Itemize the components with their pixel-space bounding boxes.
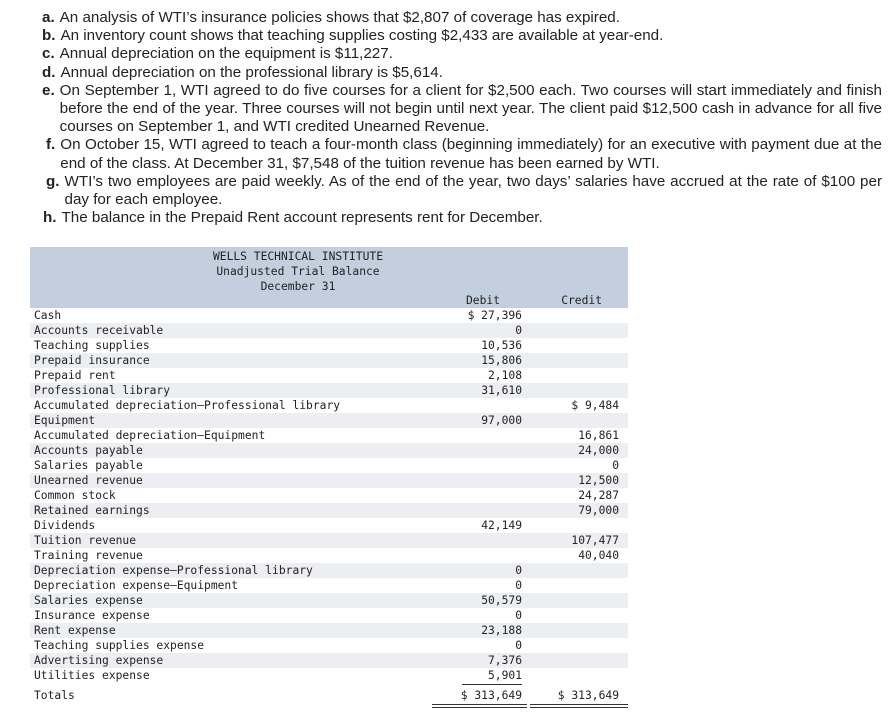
table-row (30, 668, 628, 683)
table-row (30, 338, 628, 353)
credit-amount: 79,000 (578, 504, 619, 517)
account-name: Prepaid insurance (34, 354, 150, 367)
credit-column-header: Credit (561, 294, 602, 307)
problem-item (46, 136, 882, 172)
debit-amount: 50,579 (481, 594, 522, 607)
account-name: Depreciation expense—Professional library (34, 564, 313, 577)
credit-total-double-rule (530, 704, 628, 708)
total-credit: $ 313,649 (557, 689, 619, 702)
table-row (30, 518, 628, 533)
account-name: Salaries expense (34, 594, 143, 607)
table-row (30, 608, 628, 623)
item-text: The balance in the Prepaid Rent account represents rent for December. (61, 209, 543, 227)
debit-amount: 2,108 (487, 369, 522, 382)
table-row (30, 308, 628, 323)
statement-date: December 31 (260, 280, 336, 293)
debit-amount: 0 (515, 324, 522, 337)
account-name: Equipment (34, 414, 96, 427)
item-text: WTI’s two employees are paid weekly. As of the end of the year, two days’ salaries have accrued at the rate of $100 per day for each employee. (64, 172, 882, 209)
credit-amount: 24,287 (578, 489, 619, 502)
account-name: Training revenue (34, 549, 143, 562)
table-row (30, 488, 628, 503)
problem-item (46, 173, 882, 209)
account-name: Professional library (34, 384, 171, 397)
trial-balance-header (30, 247, 628, 308)
debit-amount: 0 (515, 609, 522, 622)
problem-item (42, 9, 882, 27)
account-name: Tuition revenue (34, 534, 137, 547)
item-text: An analysis of WTI’s insurance policies shows that $2,807 of coverage has expired. (59, 9, 620, 26)
table-row (30, 398, 628, 413)
table-row (30, 578, 628, 593)
debit-amount: 0 (515, 639, 522, 652)
account-name: Prepaid rent (34, 369, 116, 382)
account-name: Dividends (34, 519, 96, 532)
debit-amount: 7,376 (487, 654, 522, 667)
problem-items (42, 9, 882, 227)
debit-amount: 10,536 (481, 339, 522, 352)
table-row (30, 548, 628, 563)
account-name: Accumulated depreciation—Equipment (34, 429, 266, 442)
credit-amount: 40,040 (578, 549, 619, 562)
table-row (30, 533, 628, 548)
total-debit: $ 313,649 (460, 689, 522, 702)
account-name: Utilities expense (34, 669, 150, 682)
account-name: Accumulated depreciation—Professional library (34, 399, 341, 412)
account-name: Advertising expense (34, 654, 164, 667)
table-row (30, 413, 628, 428)
credit-amount: 16,861 (578, 429, 619, 442)
debit-amount: 31,610 (481, 384, 522, 397)
item-text: On October 15, WTI agreed to teach a four-month class (beginning immediately) for an executive with payment due at the end of the class. At December 31, $7,548 of the tuition revenue has been earned by WTI. (60, 136, 882, 172)
item-text: An inventory count shows that teaching supplies costing $2,433 are available at year-end. (60, 27, 664, 45)
table-row (30, 623, 628, 638)
account-name: Retained earnings (34, 504, 150, 517)
problem-item (43, 209, 882, 227)
debit-amount: 0 (515, 564, 522, 577)
problem-item (42, 82, 882, 137)
table-row (30, 428, 628, 443)
item-label: f. (46, 136, 56, 154)
account-name: Teaching supplies (34, 339, 150, 352)
account-name: Teaching supplies expense (34, 639, 205, 652)
debit-amount: 23,188 (481, 624, 522, 637)
debit-amount: 0 (515, 579, 522, 592)
table-row (30, 443, 628, 458)
table-row (30, 473, 628, 488)
account-name: Depreciation expense—Equipment (34, 579, 239, 592)
item-label: e. (42, 81, 55, 99)
item-label: d. (42, 63, 56, 81)
account-name: Accounts receivable (34, 324, 164, 337)
statement-title: Unadjusted Trial Balance (216, 265, 380, 278)
table-row (30, 383, 628, 398)
debit-column-header: Debit (465, 294, 500, 307)
debit-total-double-rule (432, 704, 527, 708)
problem-item (42, 27, 882, 45)
debit-amount: 5,901 (487, 669, 522, 682)
credit-amount: 107,477 (571, 534, 619, 547)
account-name: Rent expense (34, 624, 116, 637)
table-row (30, 368, 628, 383)
table-row (30, 458, 628, 473)
account-name: Cash (34, 309, 62, 322)
account-name: Unearned revenue (34, 474, 143, 487)
credit-amount: 24,000 (578, 444, 619, 457)
account-name: Insurance expense (34, 609, 150, 622)
table-row (30, 638, 628, 653)
totals-row (30, 688, 628, 703)
item-label: a. (42, 9, 55, 26)
credit-amount: 0 (612, 459, 619, 472)
debit-amount: 42,149 (481, 519, 522, 532)
totals-label: Totals (34, 689, 75, 702)
item-label: h. (43, 209, 57, 227)
item-text: Annual depreciation on the equipment is $11,227. (59, 45, 393, 63)
table-row (30, 323, 628, 338)
table-row (30, 593, 628, 608)
table-row (30, 503, 628, 518)
table-row (30, 563, 628, 578)
problem-item (42, 45, 882, 63)
item-text: Annual depreciation on the professional library is $5,614. (60, 63, 443, 81)
table-row (30, 353, 628, 368)
table-row (30, 653, 628, 668)
item-label: c. (42, 45, 55, 63)
credit-amount: 12,500 (578, 474, 619, 487)
subtotal-rule (462, 684, 522, 685)
account-name: Salaries payable (34, 459, 143, 472)
problem-item (42, 64, 882, 82)
item-text: On September 1, WTI agreed to do five courses for a client for $2,500 each. Two courses will start immediately and finish before the end of the year. Three courses will not begin until next year. The client paid $12,500 cash in advance for all five courses on September 1, and WTI credited Unearned Revenue. (59, 81, 882, 136)
debit-amount: $ 27,396 (467, 309, 522, 322)
debit-amount: 15,806 (481, 354, 522, 367)
credit-amount: $ 9,484 (571, 399, 619, 412)
account-name: Common stock (34, 489, 116, 502)
account-name: Accounts payable (34, 444, 143, 457)
company-name: WELLS TECHNICAL INSTITUTE (212, 250, 384, 263)
trial-balance-table (30, 247, 628, 715)
item-label: b. (42, 27, 56, 45)
item-label: g. (46, 172, 60, 190)
debit-amount: 97,000 (481, 414, 522, 427)
